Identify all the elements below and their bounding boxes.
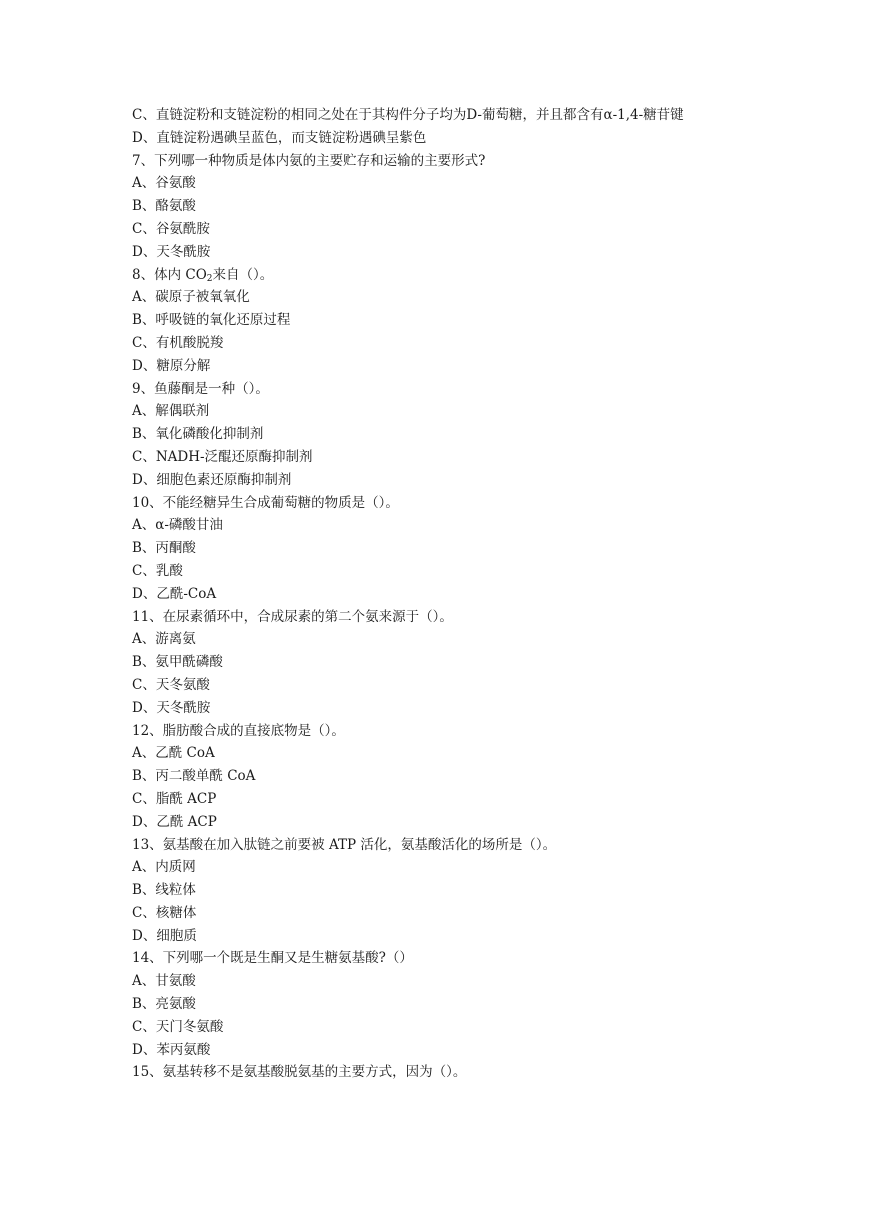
question-text: 11、在尿素循环中，合成尿素的第二个氨来源于（）。 (132, 608, 453, 625)
document-page (132, 104, 742, 1084)
option-text: D、天冬酰胺 (132, 699, 211, 716)
subscript: 2 (206, 273, 213, 284)
option-text: B、氧化磷酸化抑制剂 (132, 426, 264, 443)
option-text: C、谷氨酰胺 (132, 220, 210, 237)
option-text: B、线粒体 (132, 882, 196, 899)
option-text: A、解偶联剂 (132, 403, 210, 420)
option-text: C、有机酸脱羧 (132, 334, 224, 351)
option-text: B、氨甲酰磷酸 (132, 654, 223, 671)
option-text: B、丙二酸单酰 CoA (132, 768, 256, 785)
option-text: C、乳酸 (132, 562, 183, 579)
option-text: D、天冬酰胺 (132, 243, 211, 260)
question-text: 9、鱼藤酮是一种（）。 (132, 380, 269, 397)
question-text: 13、氨基酸在加入肽链之前要被 ATP 活化，氨基酸活化的场所是（）。 (132, 836, 557, 853)
option-text: A、甘氨酸 (132, 973, 196, 990)
question-text-part: 来自（）。 (212, 266, 274, 283)
option-text: B、呼吸链的氧化还原过程 (132, 312, 291, 329)
option-text: C、直链淀粉和支链淀粉的相同之处在于其构件分子均为D-葡萄糖，并且都含有α-1,4-糖苷键 (132, 107, 684, 123)
option-text: B、丙酮酸 (132, 540, 196, 557)
question-text: 15、氨基转移不是氨基酸脱氨基的主要方式，因为（）。 (132, 1064, 467, 1081)
option-text: D、直链淀粉遇碘呈蓝色，而支链淀粉遇碘呈紫色 (132, 129, 427, 146)
question-text: 7、下列哪一种物质是体内氨的主要贮存和运输的主要形式? (132, 152, 486, 169)
option-text: A、内质网 (132, 859, 196, 876)
option-text: D、乙酰-CoA (132, 585, 217, 602)
option-text: C、脂酰 ACP (132, 790, 217, 807)
option-text: B、亮氨酸 (132, 996, 196, 1013)
option-text: D、乙酰 ACP (132, 813, 217, 830)
option-text: A、碳原子被氧氧化 (132, 289, 250, 306)
option-text: D、细胞质 (132, 927, 197, 944)
option-text: A、谷氨酸 (132, 175, 196, 192)
question-text: 14、下列哪一个既是生酮又是生糖氨基酸?（） (132, 950, 413, 967)
option-text: A、乙酰 CoA (132, 745, 215, 762)
option-text: C、核糖体 (132, 904, 197, 921)
question-text (132, 264, 742, 287)
option-text: C、天冬氨酸 (132, 676, 210, 693)
option-text: B、酪氨酸 (132, 198, 196, 215)
question-text-part: 8、体内 CO (132, 266, 207, 283)
option-text: A、α-磷酸甘油 (132, 517, 223, 534)
option-text: C、NADH-泛醌还原酶抑制剂 (132, 448, 313, 465)
question-text: 12、脂肪酸合成的直接底物是（）。 (132, 722, 345, 739)
option-text: D、糖原分解 (132, 357, 211, 374)
option-text: D、细胞色素还原酶抑制剂 (132, 471, 292, 488)
option-text: C、天门冬氨酸 (132, 1018, 224, 1035)
option-text: A、游离氨 (132, 631, 196, 648)
option-text: D、苯丙氨酸 (132, 1041, 211, 1058)
question-text: 10、不能经糖异生合成葡萄糖的物质是（）。 (132, 494, 399, 511)
